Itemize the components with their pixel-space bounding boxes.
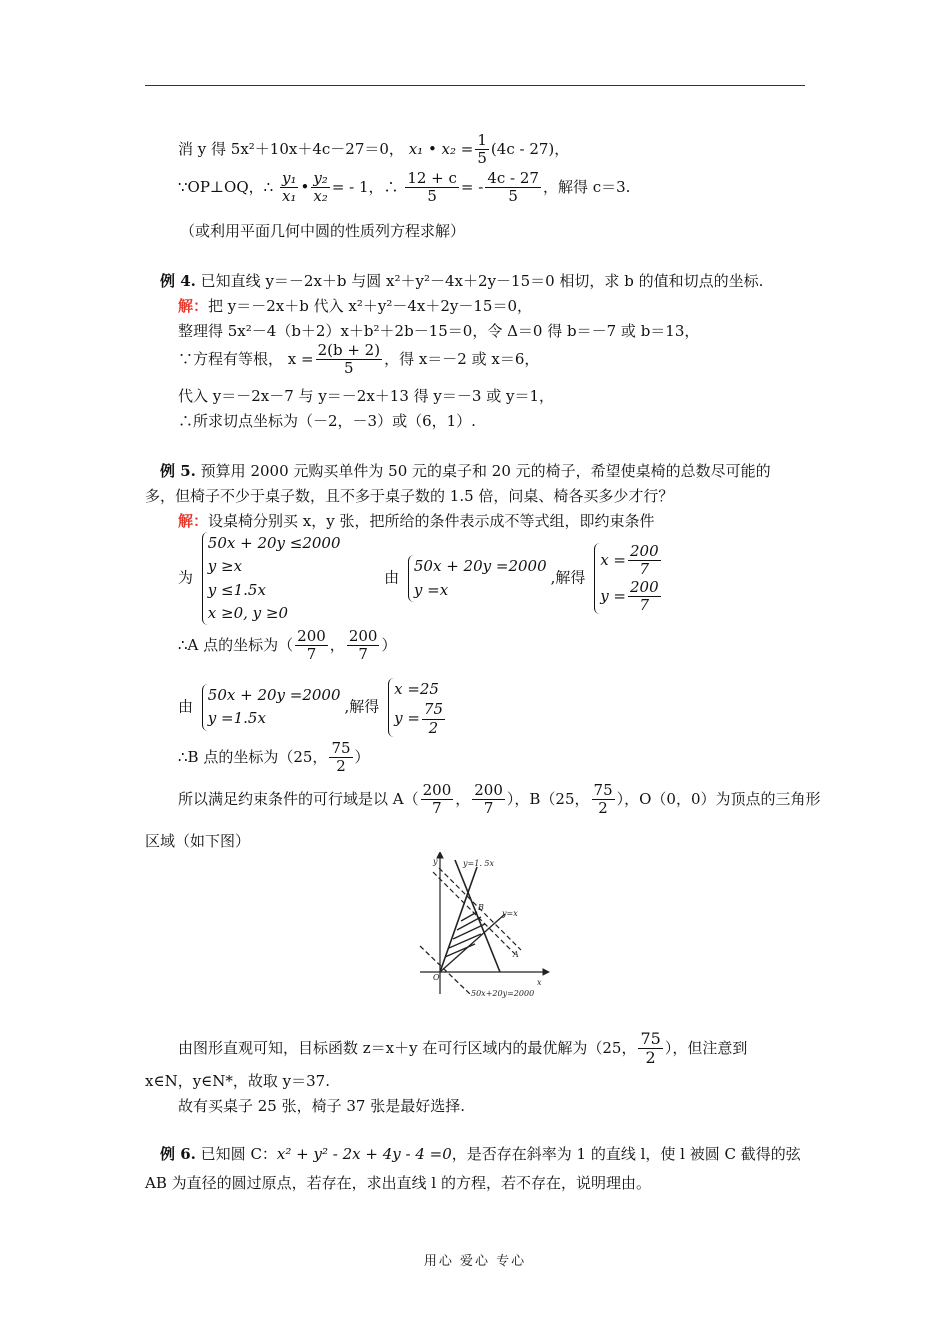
constraint-system: 50x + 20y ≤2000 y ≥x y ≤1.5x x ≥0, y ≥0 — [202, 532, 341, 625]
line-op-perp-oq: ∵OP⊥OQ，∴ $\frac{\text{y₁}}{\text{x₁}}$ • $\frac{\text{y₂}}{\text{x₂}}$ = - 1，∴ $\frac{12 + c}{5}$ = - $\frac{4c - 27}{5}$ ，解得 c＝3. — [178, 169, 631, 206]
point-b-coordinates: ∴B 点的坐标为（25， $\frac{75}{2}$ ） — [178, 739, 370, 776]
constraint-system-row: 为 50x + 20y ≤2000 y ≥x y ≤1.5x x ≥0, y ≥0 由 50x + 20y =2000 y =x ,解得 x = $\frac{200}{7}$ y = $\frac{200}{7}$ — [178, 532, 667, 625]
integer-constraint-text: x∈N，y∈N*，故取 y＝37. — [145, 1072, 330, 1090]
feasible-region-text-2: 区域（如下图） — [145, 832, 251, 850]
system-b: 50x + 20y =2000 y =1.5x — [202, 684, 341, 731]
figure-point-b: B — [478, 903, 484, 912]
figure-x-label: x — [537, 978, 542, 987]
page-footer: 用心 爱心 专心 — [423, 1254, 527, 1269]
example-4-step1: 解：把 y＝－2x＋b 代入 x²＋y²－4x＋2y－15＝0， — [178, 297, 533, 315]
note-geometry: （或利用平面几何中圆的性质列方程求解） — [180, 222, 466, 240]
feasible-region-figure — [405, 852, 550, 1002]
figure-line15-label: y=1. 5x — [463, 859, 494, 868]
figure-budget-label: 50x+20y=2000 — [471, 989, 535, 998]
solution-a: x = $\frac{200}{7}$ y = $\frac{200}{7}$ — [594, 543, 662, 614]
example-4-question: 例 4. 已知直线 y＝－2x＋b 与圆 x²＋y²－4x＋2y－15＝0 相切，求 b 的值和切点的坐标. — [160, 272, 764, 290]
line-eliminate-y: 消 y 得 5x²＋10x＋4c－27＝0， x₁ • x₂ = $\frac{1}{5}$ (4c - 27)， — [178, 131, 570, 168]
example-6-question-line2: AB 为直径的圆过原点，若存在，求出直线 l 的方程，若不存在，说明理由。 — [145, 1174, 651, 1192]
example-5-conclusion: 故有买桌子 25 张，椅子 37 张是最好选择. — [178, 1097, 466, 1115]
example-5-question-line1: 例 5. 预算用 2000 元购买单件为 50 元的桌子和 20 元的椅子，希望使桌椅的总数尽可能的 — [160, 462, 771, 480]
example-5-step1: 解：设桌椅分别买 x，y 张，把所给的条件表示成不等式组，即约束条件 — [178, 512, 655, 530]
example-4-step3: ∵方程有等根， x = $\frac{2(b + 2)}{5}$ ，得 x＝－2 或 x＝6， — [178, 341, 540, 378]
figure-y-label: y — [433, 857, 438, 866]
example-6-question-line1: 例 6. 已知圆 C：x² + y² - 2x + 4y - 4 =0，是否存在斜率为 1 的直线 l，使 l 被圆 C 截得的弦 — [160, 1145, 801, 1163]
objective-line-3 — [420, 946, 470, 994]
system-a: 50x + 20y =2000 y =x — [408, 555, 547, 602]
feasible-region-text: 所以满足约束条件的可行域是以 A（ $\frac{200}{7}$ ， $\frac{200}{7}$ ），B（25， $\frac{75}{2}$ ），O（0，0）为顶点的三角形 — [178, 781, 821, 818]
figure-point-a: A — [513, 950, 519, 959]
example-5-question-line2: 多，但椅子不少于桌子数，且不多于桌子数的 1.5 倍，问桌、椅各买多少才行？ — [145, 487, 674, 505]
header-rule — [145, 85, 805, 86]
line-budget — [455, 860, 500, 972]
example-4-step5: ∴所求切点坐标为（－2，－3）或（6，1）. — [178, 412, 476, 430]
optimal-solution-text: 由图形直观可知，目标函数 z＝x＋y 在可行区域内的最优解为（25， $\frac{75}{2}$ ），但注意到 — [178, 1029, 748, 1068]
point-a-coordinates: ∴A 点的坐标为（ $\frac{200}{7}$ ， $\frac{200}{7}$ ） — [178, 627, 397, 664]
figure-linex-label: y=x — [502, 909, 518, 918]
example-4-step2: 整理得 5x²－4（b＋2）x＋b²＋2b－15＝0，令 Δ＝0 得 b＝－7 或 b＝13， — [178, 322, 700, 340]
figure-origin-label: O — [433, 973, 440, 982]
solution-b: x =25 y = $\frac{75}{2}$ — [388, 678, 447, 737]
system-b-row: 由 50x + 20y =2000 y =1.5x ,解得 x =25 y = $\frac{75}{2}$ — [178, 678, 451, 737]
example-4-step4: 代入 y＝－2x－7 与 y＝－2x＋13 得 y＝－3 或 y＝1， — [178, 387, 554, 405]
